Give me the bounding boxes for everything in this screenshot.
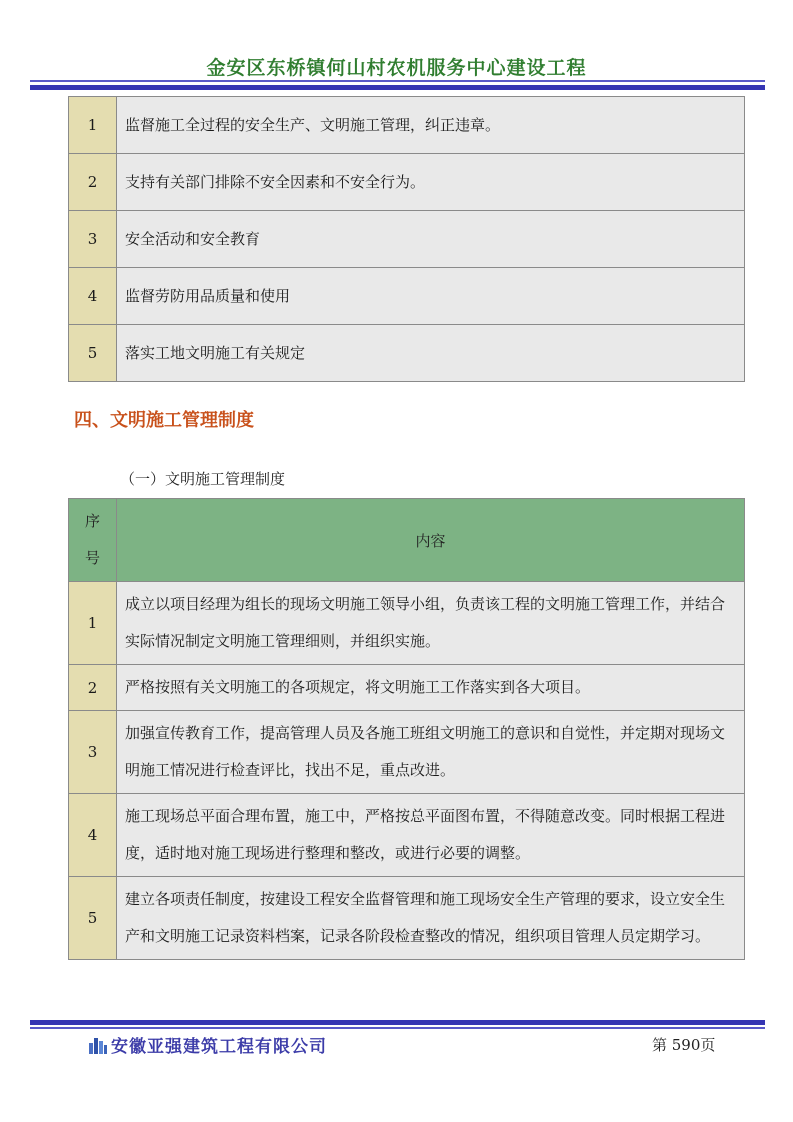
row-text: 成立以项目经理为组长的现场文明施工领导小组，负责该工程的文明施工管理工作，并结合实际情况制定文明施工管理细则，并组织实施。 xyxy=(117,582,745,665)
header-number-char: 号 xyxy=(84,549,100,567)
table-row xyxy=(69,877,745,960)
row-text: 监督劳防用品质量和使用 xyxy=(117,268,745,325)
row-text: 严格按照有关文明施工的各项规定，将文明施工工作落实到各大项目。 xyxy=(117,665,745,711)
table-row xyxy=(69,211,745,268)
row-number: 5 xyxy=(69,877,117,960)
row-number: 3 xyxy=(69,211,117,268)
footer-company xyxy=(88,1032,327,1057)
table-row xyxy=(69,794,745,877)
table-header-row xyxy=(69,499,745,582)
table-row xyxy=(69,97,745,154)
row-text: 施工现场总平面合理布置，施工中，严格按总平面图布置，不得随意改变。同时根据工程进度，适时地对施工现场进行整理和整改，或进行必要的调整。 xyxy=(117,794,745,877)
table-row xyxy=(69,711,745,794)
section-heading: 四、文明施工管理制度 xyxy=(74,410,254,431)
row-number: 5 xyxy=(69,325,117,382)
table-row xyxy=(69,268,745,325)
table-row xyxy=(69,582,745,665)
row-text: 支持有关部门排除不安全因素和不安全行为。 xyxy=(117,154,745,211)
footer-rule-thin xyxy=(30,1027,765,1029)
page-number: 第 590页 xyxy=(652,1036,716,1054)
safety-duties-table xyxy=(68,96,745,382)
company-name: 安徽亚强建筑工程有限公司 xyxy=(111,1037,327,1057)
row-text: 监督施工全过程的安全生产、文明施工管理，纠正违章。 xyxy=(117,97,745,154)
civilized-construction-table xyxy=(68,498,745,960)
row-number: 1 xyxy=(69,97,117,154)
table-row xyxy=(69,154,745,211)
header-rule-thin xyxy=(30,80,765,82)
table-row xyxy=(69,325,745,382)
document-header-title: 金安区东桥镇何山村农机服务中心建设工程 xyxy=(206,57,587,79)
header-rule-thick xyxy=(30,85,765,90)
row-number: 2 xyxy=(69,154,117,211)
table-row xyxy=(69,665,745,711)
sub-heading: （一）文明施工管理制度 xyxy=(120,470,286,488)
row-text: 建立各项责任制度，按建设工程安全监督管理和施工现场安全生产管理的要求，设立安全生产和文明施工记录资料档案，记录各阶段检查整改的情况，组织项目管理人员定期学习。 xyxy=(117,877,745,960)
row-text: 落实工地文明施工有关规定 xyxy=(117,325,745,382)
header-number-cell xyxy=(69,499,117,582)
row-number: 1 xyxy=(69,582,117,665)
footer-rule-thick xyxy=(30,1020,765,1025)
row-number: 4 xyxy=(69,268,117,325)
row-number: 3 xyxy=(69,711,117,794)
header-number-char: 序 xyxy=(84,512,100,530)
building-logo-icon xyxy=(88,1035,108,1055)
row-number: 4 xyxy=(69,794,117,877)
header-content-cell: 内容 xyxy=(117,499,745,582)
row-text: 加强宣传教育工作，提高管理人员及各施工班组文明施工的意识和自觉性，并定期对现场文明施工情况进行检查评比，找出不足，重点改进。 xyxy=(117,711,745,794)
row-number: 2 xyxy=(69,665,117,711)
row-text: 安全活动和安全教育 xyxy=(117,211,745,268)
